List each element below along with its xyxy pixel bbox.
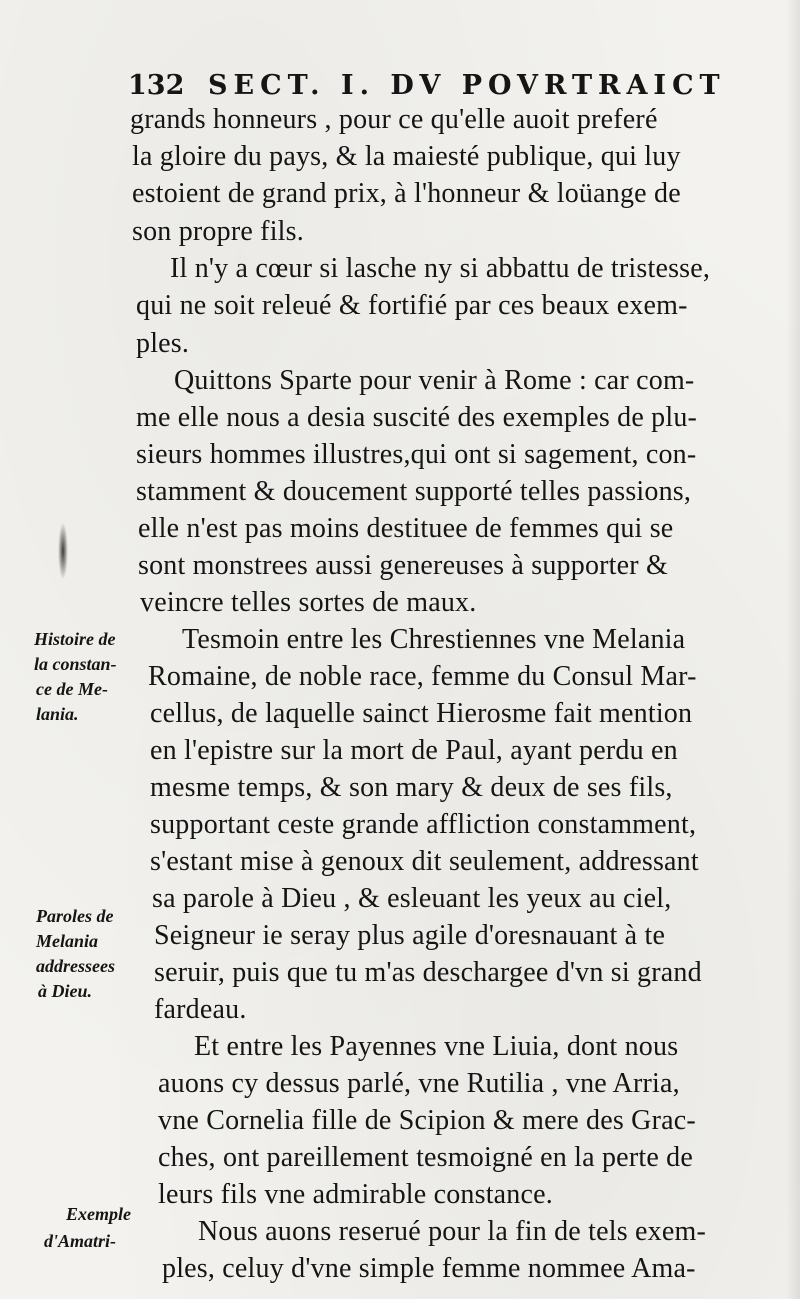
text-line: Nous auons reserué pour la fin de tels exem- bbox=[198, 1216, 706, 1247]
text-line: ples, celuy d'vne simple femme nommee Ama- bbox=[162, 1253, 696, 1284]
margin-note-line: Paroles de bbox=[36, 906, 114, 926]
text-line: supportant ceste grande affliction constamment, bbox=[150, 809, 697, 840]
text-line: ples. bbox=[136, 328, 190, 359]
text-line: auons cy dessus parlé, vne Rutilia , vne Arria, bbox=[158, 1068, 680, 1099]
text-line: Quittons Sparte pour venir à Rome : car com- bbox=[174, 365, 695, 396]
text-line: grands honneurs , pour ce qu'elle auoit preferé bbox=[130, 104, 658, 135]
text-line: Romaine, de noble race, femme du Consul Mar- bbox=[148, 661, 697, 692]
margin-note-line: ce de Me- bbox=[36, 679, 108, 699]
text-line: qui ne soit releué & fortifié par ces beaux exem- bbox=[136, 290, 688, 321]
text-line: cellus, de laquelle sainct Hierosme fait mention bbox=[150, 698, 693, 729]
text-line: en l'epistre sur la mort de Paul, ayant perdu en bbox=[150, 735, 678, 766]
margin-note-line: Melania bbox=[36, 931, 99, 951]
page-number: 132 bbox=[128, 70, 185, 101]
margin-note-line: lania. bbox=[36, 704, 79, 724]
text-line: mesme temps, & son mary & deux de ses fils, bbox=[150, 772, 673, 803]
running-title: SECT. I. DV POVRTRAICT bbox=[208, 70, 726, 101]
text-line: s'estant mise à genoux dit seulement, addressant bbox=[150, 846, 699, 877]
text-line: me elle nous a desia suscité des exemples de plu- bbox=[136, 402, 698, 433]
text-line: Seigneur ie seray plus agile d'oresnauant à te bbox=[154, 920, 666, 951]
margin-note-line: Histoire de bbox=[34, 629, 116, 649]
margin-note-line: la constan- bbox=[34, 654, 117, 674]
text-line: stamment & doucement supporté telles passions, bbox=[136, 476, 692, 507]
margin-note-line: à Dieu. bbox=[38, 981, 92, 1001]
text-line: la gloire du pays, & la maiesté publique, qui luy bbox=[132, 141, 681, 172]
text-line: estoient de grand prix, à l'honneur & loüange de bbox=[132, 178, 681, 209]
text-line: sont monstrees aussi genereuses à supporter & bbox=[138, 550, 668, 581]
text-line: sa parole à Dieu , & esleuant les yeux au ciel, bbox=[152, 883, 672, 914]
page-edge-shadow bbox=[786, 0, 800, 1299]
margin-note-line: Exemple bbox=[66, 1204, 131, 1224]
text-line: Et entre les Payennes vne Liuia, dont nous bbox=[194, 1031, 679, 1062]
text-line: elle n'est pas moins destituee de femmes qui se bbox=[138, 513, 674, 544]
text-line: vne Cornelia fille de Scipion & mere des Grac- bbox=[158, 1105, 696, 1136]
text-line: leurs fils vne admirable constance. bbox=[158, 1179, 553, 1210]
text-line: veincre telles sortes de maux. bbox=[140, 587, 477, 618]
ink-smudge bbox=[58, 522, 68, 580]
text-line: Tesmoin entre les Chrestiennes vne Melania bbox=[182, 624, 686, 655]
text-line: fardeau. bbox=[154, 994, 247, 1025]
margin-note-line: addressees bbox=[36, 956, 115, 976]
text-line: son propre fils. bbox=[132, 216, 304, 247]
text-line: Il n'y a cœur si lasche ny si abbattu de tristesse, bbox=[170, 253, 711, 284]
text-line: ches, ont pareillement tesmoigné en la perte de bbox=[158, 1142, 693, 1173]
text-line: sieurs hommes illustres,qui ont si sagement, con- bbox=[136, 439, 697, 470]
margin-note-line: d'Amatri- bbox=[44, 1231, 117, 1251]
text-line: seruir, puis que tu m'as deschargee d'vn si grand bbox=[154, 957, 702, 988]
